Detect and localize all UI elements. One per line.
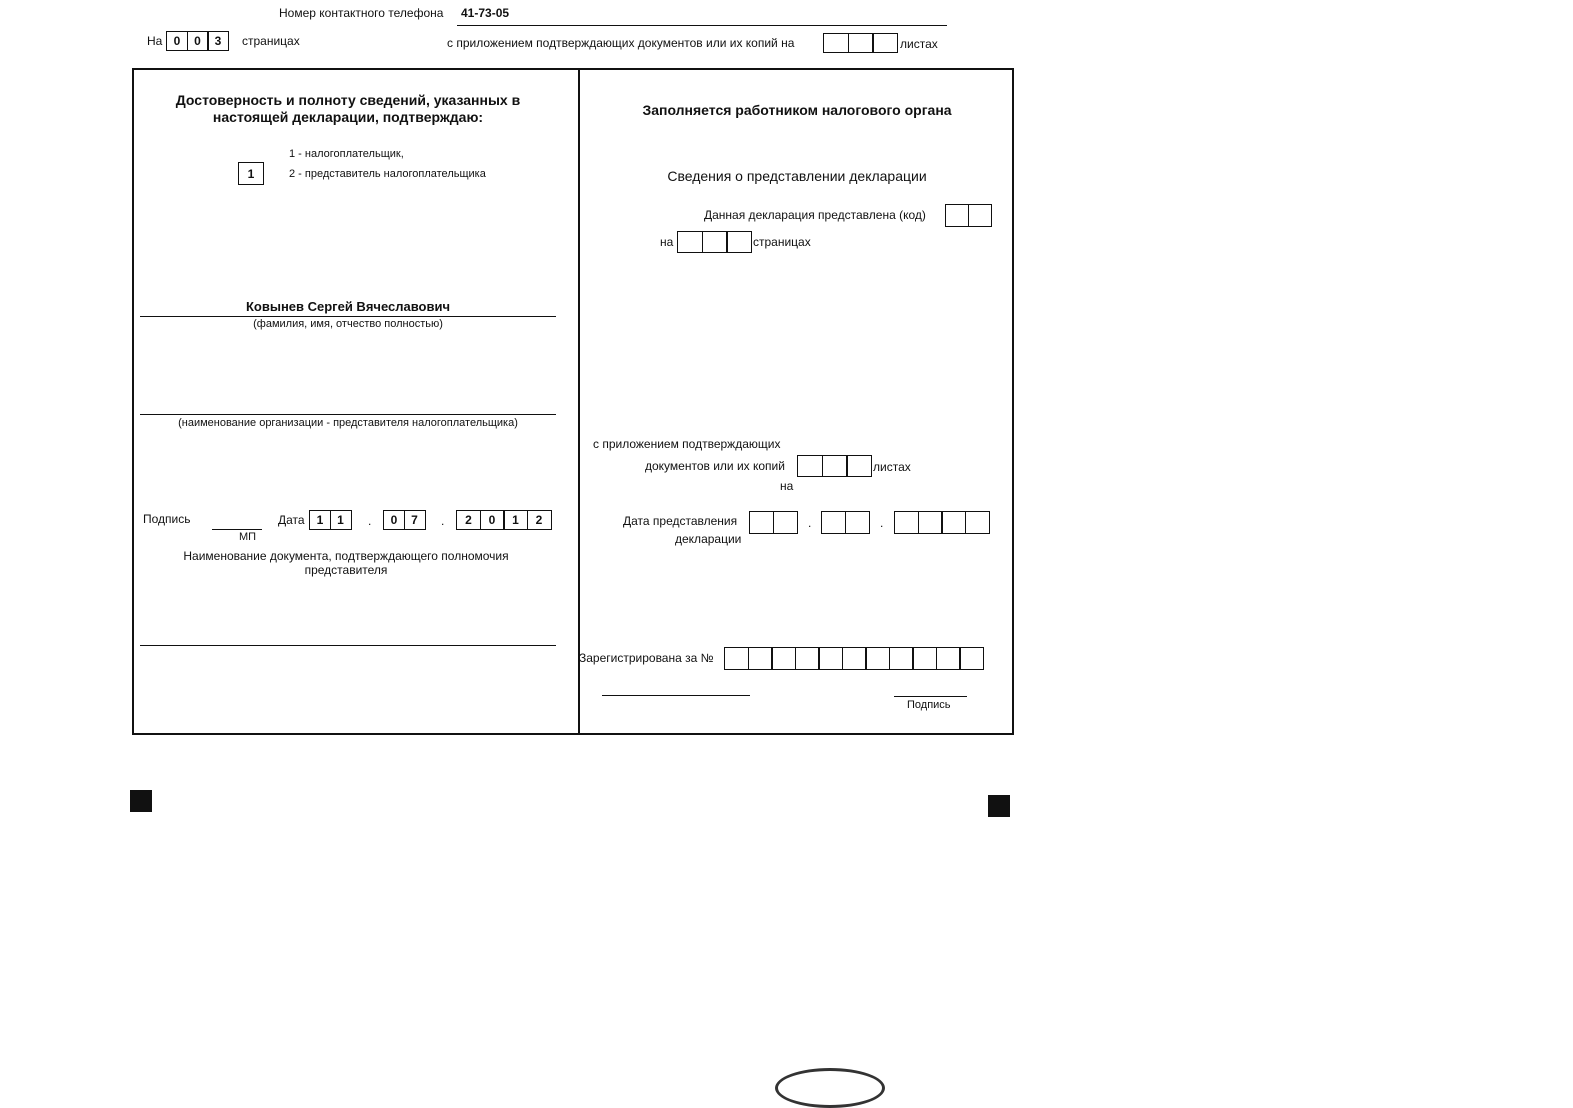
phone-underline: [457, 25, 947, 26]
office-attach-line2: документов или их копий: [645, 459, 785, 473]
digit-box[interactable]: [677, 231, 703, 253]
digit-box[interactable]: [773, 511, 798, 534]
digit-box[interactable]: [846, 455, 872, 477]
digit-box[interactable]: [702, 231, 728, 253]
digit-box[interactable]: [945, 204, 969, 227]
submission-code-label: Данная декларация представлена (код): [704, 208, 926, 222]
submission-date-label-line1: Дата представления: [623, 514, 738, 528]
digit-box[interactable]: 0: [187, 31, 209, 51]
digit-box[interactable]: 1: [309, 510, 331, 530]
signer-code-box[interactable]: [238, 162, 263, 185]
org-caption: (наименование организации - представителя налогоплательщика): [178, 417, 518, 429]
full-name-underline: [140, 316, 556, 317]
digit-box[interactable]: [818, 647, 843, 670]
digit-box[interactable]: 1: [330, 510, 352, 530]
alignment-marker-right: [988, 795, 1010, 817]
digit-box[interactable]: [797, 455, 823, 477]
tax-office-heading: Заполняется работником налогового органа: [642, 102, 952, 118]
date-separator: .: [441, 514, 445, 528]
full-name-caption: (фамилия, имя, отчество полностью): [253, 318, 443, 330]
office-attach-line1: с приложением подтверждающих: [593, 437, 781, 451]
officer-name-line[interactable]: [602, 695, 750, 696]
pages-prefix: На: [147, 34, 163, 48]
digit-box[interactable]: [748, 647, 773, 670]
pages-suffix: страницах: [242, 34, 300, 48]
authority-doc-line[interactable]: [140, 645, 556, 646]
digit-box[interactable]: [872, 33, 898, 53]
officer-signature-caption: Подпись: [907, 699, 951, 711]
confirm-heading-line2: настоящей декларации, подтверждаю:: [212, 109, 484, 125]
digit-box[interactable]: 2: [527, 510, 552, 530]
digit-box[interactable]: [842, 647, 867, 670]
digit-box[interactable]: [726, 231, 752, 253]
seal-stamp: [775, 1068, 885, 1108]
attachments-suffix: листах: [900, 37, 938, 51]
signature-label: Подпись: [143, 512, 191, 526]
digit-box[interactable]: 0: [166, 31, 188, 51]
phone-label: Номер контактного телефона: [279, 6, 444, 20]
digit-box[interactable]: [795, 647, 820, 670]
date-year-boxes[interactable]: [456, 510, 550, 530]
date-day-boxes[interactable]: [309, 510, 350, 530]
office-attach-boxes[interactable]: [797, 455, 871, 477]
panel-divider: [578, 69, 580, 734]
pages-count-boxes[interactable]: [166, 31, 228, 51]
submission-date-day-boxes[interactable]: [749, 511, 796, 534]
office-attach-line3: на: [780, 479, 794, 493]
digit-box[interactable]: [894, 511, 919, 534]
submission-date-month-boxes[interactable]: [821, 511, 868, 534]
digit-box[interactable]: [968, 204, 992, 227]
office-pages-suffix: страницах: [753, 235, 811, 249]
digit-box[interactable]: 1: [238, 162, 264, 185]
org-underline[interactable]: [140, 414, 556, 415]
digit-box[interactable]: 7: [404, 510, 426, 530]
confirm-heading-line1: Достоверность и полноту сведений, указанных в: [175, 92, 521, 108]
digit-box[interactable]: [912, 647, 937, 670]
date-separator: .: [368, 514, 372, 528]
digit-box[interactable]: [823, 33, 849, 53]
digit-box[interactable]: 3: [207, 31, 229, 51]
signature-line[interactable]: [212, 529, 262, 530]
registration-number-boxes[interactable]: [724, 647, 983, 670]
officer-signature-line[interactable]: [894, 696, 967, 697]
office-pages-boxes[interactable]: [677, 231, 751, 253]
registration-label: Зарегистрирована за №: [579, 651, 714, 665]
submission-date-label-line2: декларации: [675, 532, 742, 546]
digit-box[interactable]: [822, 455, 848, 477]
digit-box[interactable]: [724, 647, 749, 670]
submission-date-year-boxes[interactable]: [894, 511, 988, 534]
option-taxpayer: 1 - налогоплательщик,: [289, 148, 404, 160]
digit-box[interactable]: 2: [456, 510, 481, 530]
digit-box[interactable]: 0: [383, 510, 405, 530]
option-representative: 2 - представитель налогоплательщика: [289, 168, 486, 180]
digit-box[interactable]: [848, 33, 874, 53]
submission-date-separator: .: [808, 516, 812, 530]
full-name-value[interactable]: Ковынев Сергей Вячеславович: [245, 299, 451, 314]
digit-box[interactable]: [959, 647, 984, 670]
digit-box[interactable]: 1: [503, 510, 528, 530]
digit-box[interactable]: [936, 647, 961, 670]
date-label: Дата: [278, 513, 305, 527]
digit-box[interactable]: [749, 511, 774, 534]
submission-code-boxes[interactable]: [945, 204, 990, 227]
digit-box[interactable]: 0: [480, 510, 505, 530]
digit-box[interactable]: [941, 511, 966, 534]
submission-section-title: Сведения о представлении декларации: [667, 168, 927, 184]
submission-date-separator: .: [880, 516, 884, 530]
authority-doc-caption-line1: Наименование документа, подтверждающего полномочия: [183, 549, 509, 563]
digit-box[interactable]: [889, 647, 914, 670]
digit-box[interactable]: [821, 511, 846, 534]
digit-box[interactable]: [965, 511, 990, 534]
digit-box[interactable]: [771, 647, 796, 670]
office-attach-suffix: листах: [873, 460, 911, 474]
date-month-boxes[interactable]: [383, 510, 424, 530]
digit-box[interactable]: [918, 511, 943, 534]
authority-doc-caption-line2: представителя: [304, 563, 388, 577]
office-pages-prefix: на: [660, 235, 674, 249]
digit-box[interactable]: [865, 647, 890, 670]
stamp-label: МП: [239, 531, 257, 543]
attachments-text: с приложением подтверждающих документов или их копий на: [447, 36, 795, 50]
alignment-marker-left: [130, 790, 152, 812]
attachments-count-boxes[interactable]: [823, 33, 897, 53]
phone-value[interactable]: 41-73-05: [461, 6, 510, 20]
digit-box[interactable]: [845, 511, 870, 534]
